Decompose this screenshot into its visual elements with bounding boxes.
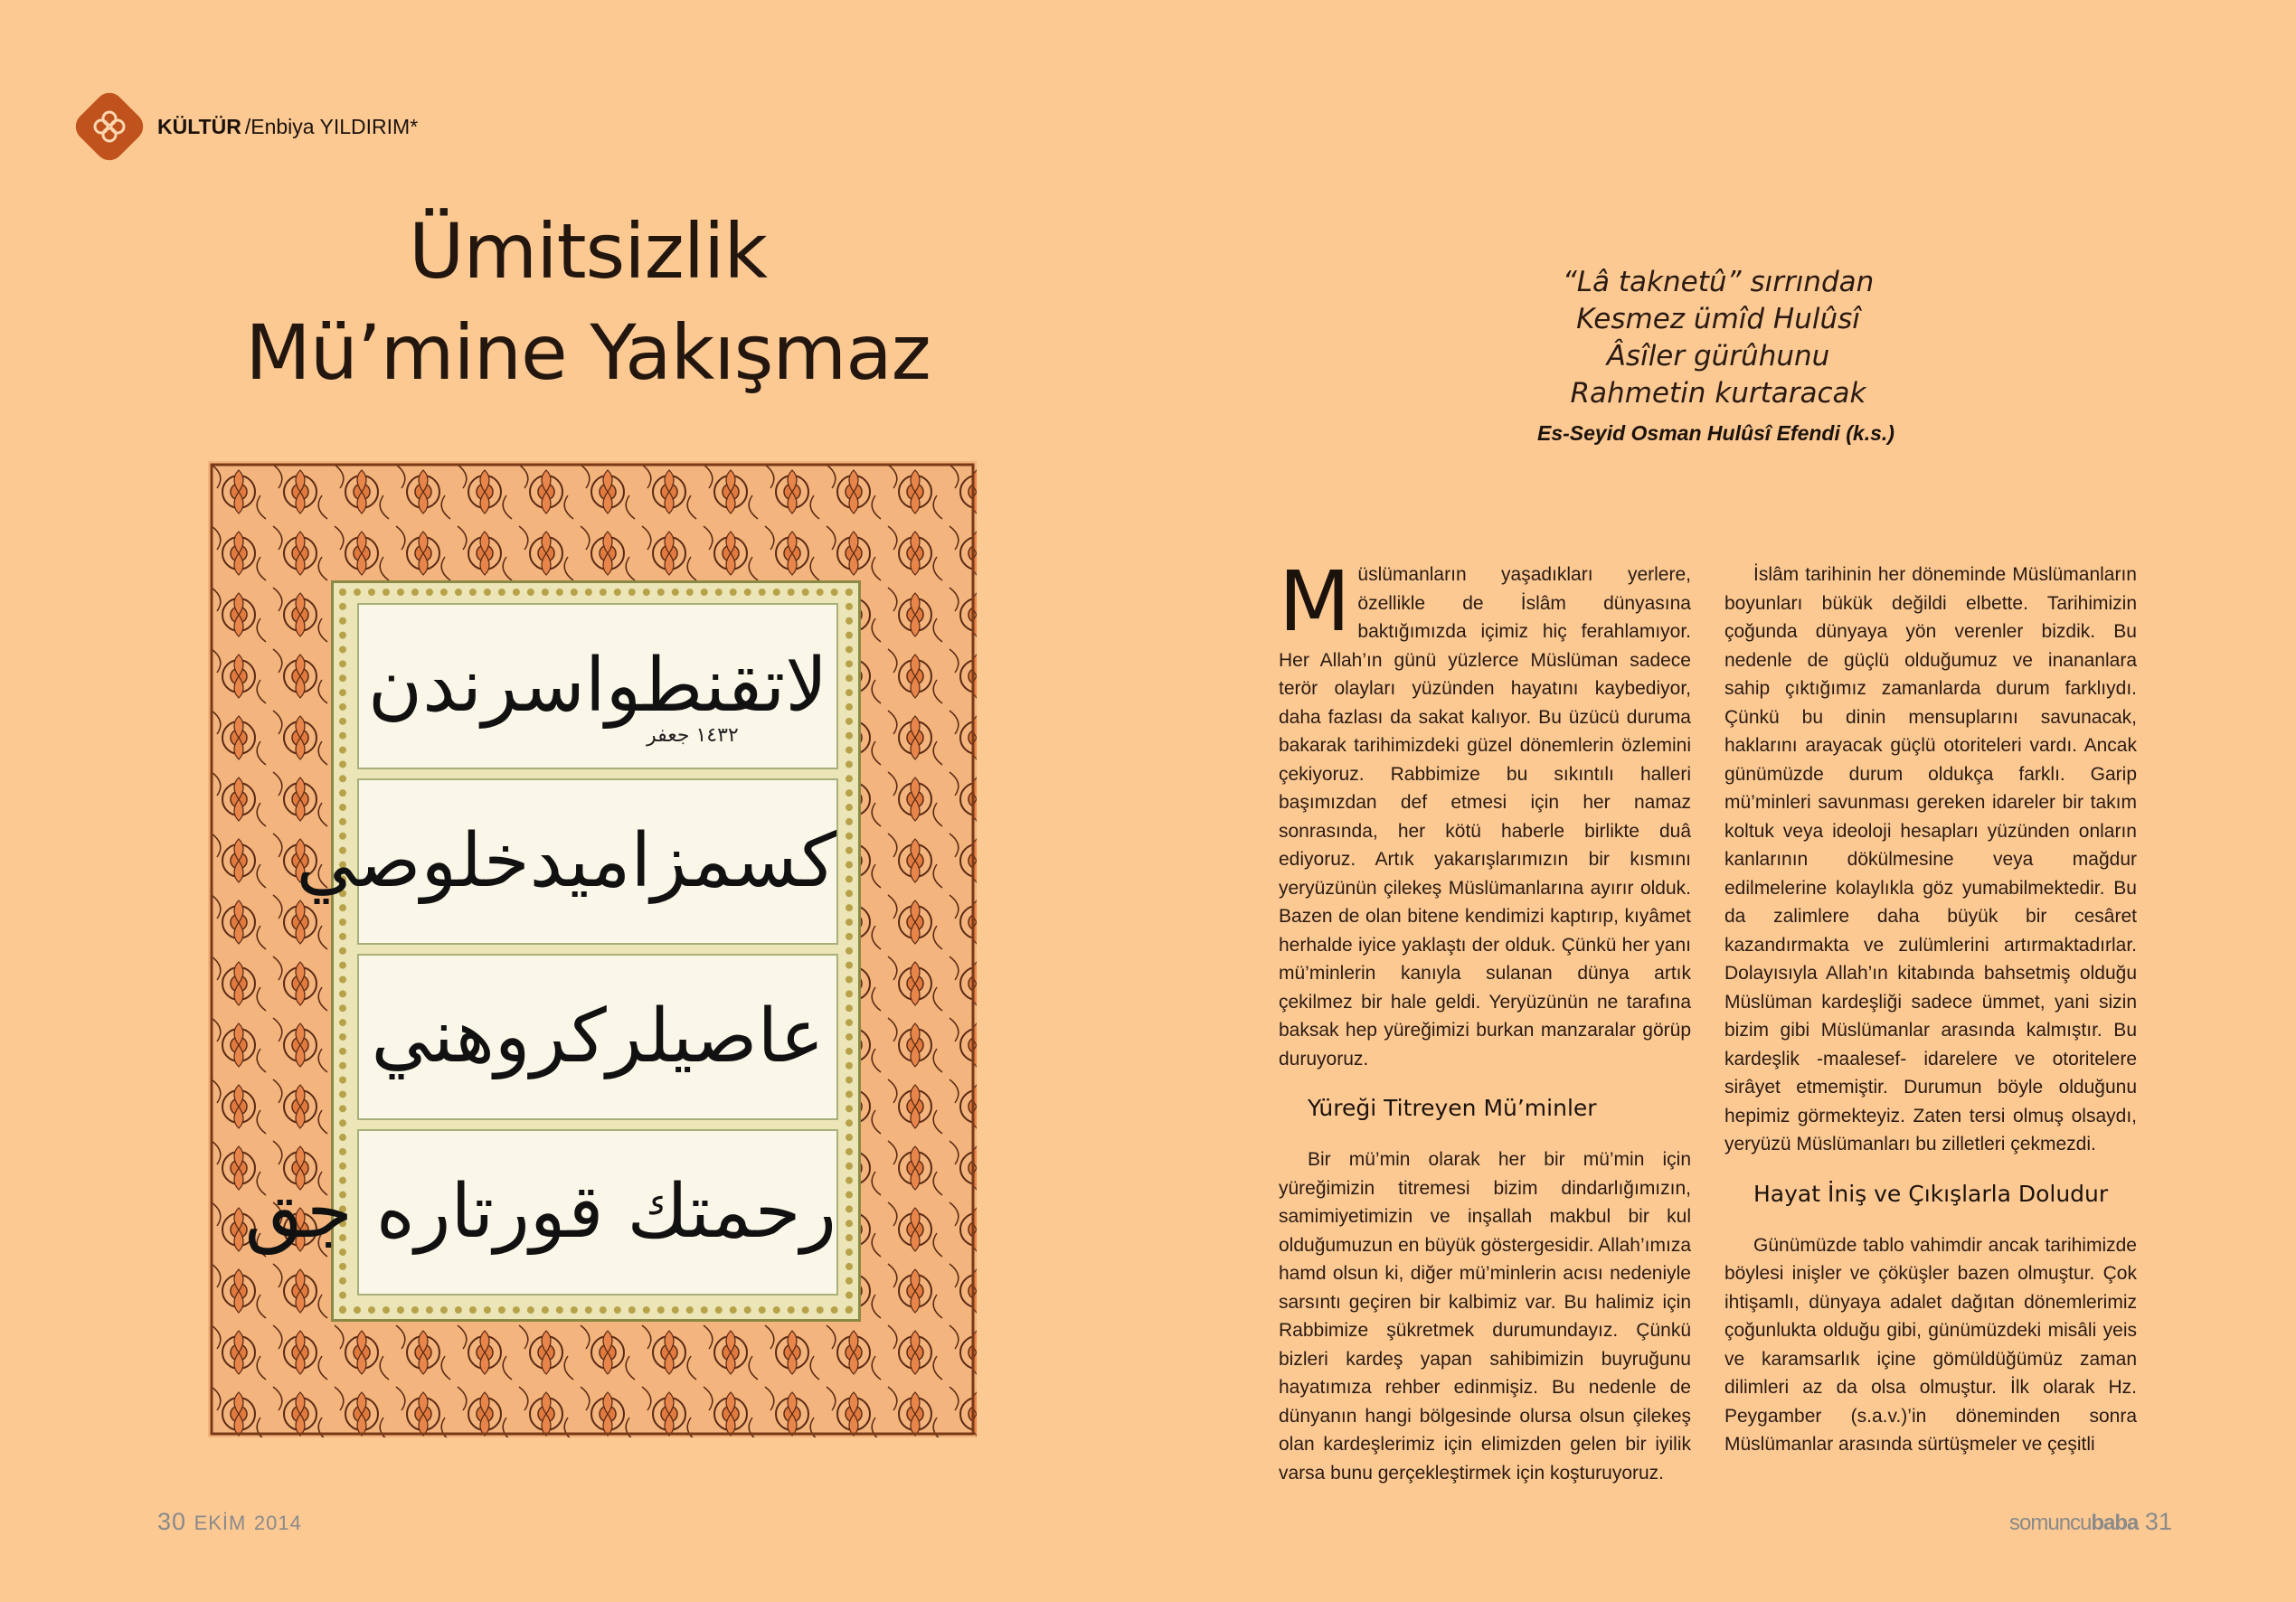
calligraphy-inner-frame xyxy=(244,580,861,1322)
calligraphy-line: لاتقنطواسرندن ١٤٣٢ جعفر xyxy=(357,603,838,769)
poem-line: Âsîler gürûhunu xyxy=(1606,340,1830,372)
footer-right xyxy=(2009,1508,2172,1536)
article-column-2 xyxy=(1724,561,2137,1459)
poem-line: “Lâ taknetû” sırrından xyxy=(1562,266,1875,298)
paragraph: Bir mü’min olarak her bir mü’min için yüreğimizin titremesi bizim dindarlığımızın, samimiyetimizin ve inşallah makbul bir kul olduğumuzun en büyük göstergesidir. Allah’ımıza hamd olsun ki, diğer mü’minlerin acısı nedeniyle sarsıntı geçiren bir kalbimiz var. Bu halimiz için Rabbimize şükretmek durumundayız. Çünkü bizleri kardeş yapan sahibimizin buyruğunu hayatımıza rehber edinmişiz. Bu nedenle de dünyanın hangi bölgesinde olursa olsun çilekeş olan kardeşlerimiz için elimizden gelen bir iyilik varsa bunu gerçekleştirmek için koşturuyoruz. xyxy=(1279,1149,1691,1484)
ornament-diamond-icon xyxy=(70,87,149,166)
calligraphy-line: كسمزاميدخلوصي xyxy=(357,778,838,945)
calligraphy-date-note: ١٤٣٢ جعفر xyxy=(647,724,739,747)
epigraph-poem xyxy=(1447,264,1989,412)
article-column-1 xyxy=(1279,553,1691,1487)
paragraph: Müslümanların yaşadıkları yerlere, özellikle de İslâm dünyasına baktığımızda içimiz hiç ferahlamıyor. Her Allah’ın günü yüzlerce Müslüman sadece terör olayları yüzünden hayatını kaybediyor, daha fazlası da sakat kalıyor. Bu üzücü duruma bakarak tarihimizdeki güzel dönemlerin özlemini çekiyoruz. Rabbimize bu sıkıntılı halleri başımızdan def etmesi için her namaz sonrasında, her kötü haberle birlikte duâ ediyoruz. Artık yakarışlarımızın bir kısmını yeryüzünün çilekeş Müslümanlarına ayırır olduk. Bazen de olan bitene kendimizi kaptırıp, kıyâmet herhalde iyice yaklaştı der olduk. Çünkü her yanı mü’minlerin kanıyla sulanan dünya artık çekilmez bir hale geldi. Yeryüzünün ne tarafına baksak hep yüreğimizi burkan manzaralar görüp duruyoruz. xyxy=(1279,553,1691,1070)
calligraphy-line: رحمتك قورتاره جق xyxy=(357,1129,838,1296)
magazine-name-part2: baba xyxy=(2091,1511,2139,1535)
paragraph: Günümüzde tablo vahimdir ancak tarihimizde böylesi inişler ve çöküşler bazen olmuştur. Çok ihtişamlı, dünyaya adalet dağıtan dönemlerimiz çoğunlukta olduğu gibi, günümüzdeki misâli yeis ve karamsarlık içine gömüldüğümüz zaman dilimleri az da olsa olmuştur. İlk olarak Hz. Peygamber (s.a.v.)’in döneminden sonra Müslümanlar arasında sürtüşmeler ve çeşitli xyxy=(1724,1234,2137,1455)
author-byline: /Enbiya YILDIRIM* xyxy=(244,114,419,138)
subheading: Hayat İniş ve Çıkışlarla Doludur xyxy=(1753,1180,2109,1207)
paragraph: İslâm tarihinin her döneminde Müslümanların boyunları bükük değildi elbette. Tarihimizin çoğunda dünyaya yön verenler bizdik. Bu nedenle de güçlü olduğumuz ve inananlara sahip çıktığımız zamanlarda durum farklıydı. Çünkü bu dinin mensuplarını savunacak, haklarını arayacak güçlü otoriteleri vardı. Ancak günümüzde durum oldukça farklı. Garip mü’minleri savunması gereken idareler bir takım koltuk veya ideoloji hesapları yüzünden onların kanlarının dökülmesine veya mağdur edilmelerine kolaylıkla göz yumabilmektedir. Bu da zalimlere daha büyük bir cesâret kazandırmakta ve zulümlerini artırmaktadırlar. Dolayısıyla Allah’ın kitabında bahsetmiş olduğu Müslüman kardeşliği sadece ümmet, yani sizin bizim gibi Müslümanlar arasında kalmıştır. Bu kardeşlik -maalesef- idarelere ve otoritelere sirâyet etmemiştir. Durumun böyle olduğunu hepimiz görmekteyiz. Zaten tersi olmuş olsaydı, yeryüzü Müslümanları bu zilletleri çekmezdi. xyxy=(1724,564,2137,1154)
magazine-name-part1: somuncu xyxy=(2009,1511,2092,1535)
poem-line: Kesmez ümîd Hulûsî xyxy=(1576,303,1860,335)
footer-left xyxy=(157,1508,302,1536)
title-line-2: Mü’mine Yakışmaz xyxy=(245,308,931,397)
subheading: Yüreği Titreyen Mü’minler xyxy=(1308,1095,1597,1121)
calligraphy-image xyxy=(208,461,977,1437)
article-title xyxy=(217,201,959,403)
calligraphy-line: عاصيلركروهني xyxy=(357,954,838,1120)
title-line-1: Ümitsizlik xyxy=(408,207,768,296)
poem-author: Es-Seyid Osman Hulûsî Efendi (k.s.) xyxy=(1537,421,1894,445)
issue-year: 2014 xyxy=(253,1512,302,1534)
issue-month: EKİM xyxy=(194,1512,247,1534)
drop-cap: M xyxy=(1279,553,1351,650)
poem-line: Rahmetin kurtaracak xyxy=(1570,377,1866,410)
section-label: KÜLTÜR xyxy=(157,114,241,138)
page-number-right: 31 xyxy=(2144,1508,2172,1535)
page-header xyxy=(78,96,418,157)
page-number-left: 30 xyxy=(157,1508,187,1535)
